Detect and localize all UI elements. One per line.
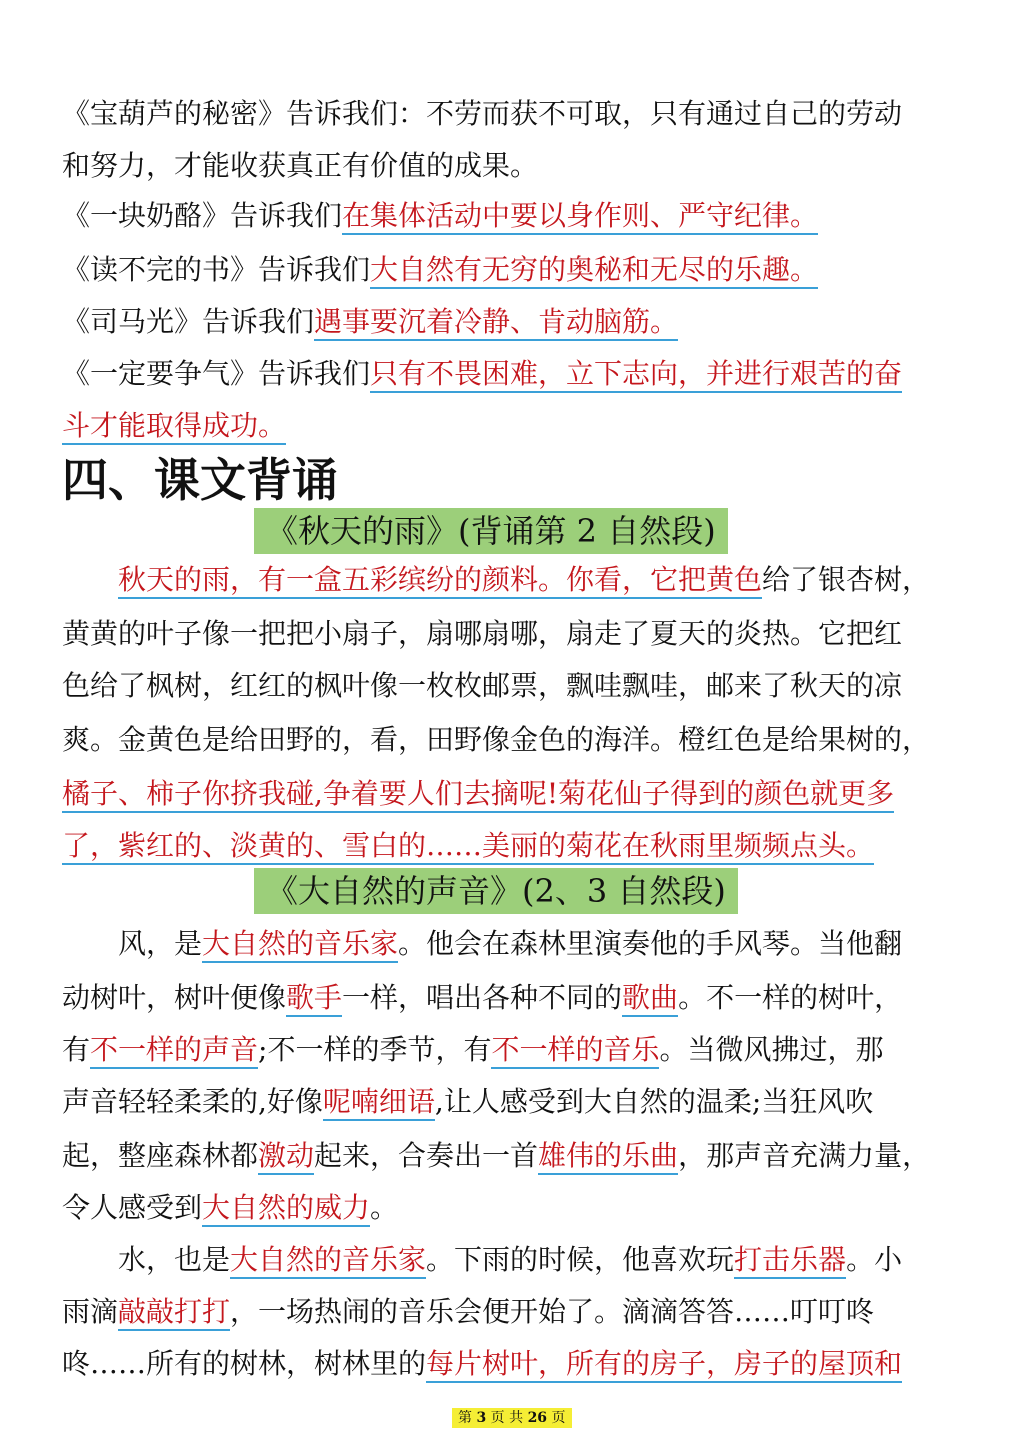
body-text: 。当微风拂过，那	[659, 1033, 884, 1066]
body-text: 。他会在森林里演奏他的手风琴。当他翻	[398, 927, 903, 960]
body-line	[62, 826, 962, 866]
body-text: 黄黄的叶子像一把把小扇子，扇哪扇哪，扇走了夏天的炎热。它把红	[62, 617, 903, 650]
lesson-line	[62, 406, 962, 446]
body-line	[62, 560, 962, 600]
lesson-title-text: 《一块奶酪》告诉我们	[62, 199, 343, 232]
body-line	[62, 978, 962, 1018]
footer-post: 页	[551, 1410, 566, 1426]
highlighted-text: 雄伟的乐曲	[538, 1139, 678, 1175]
highlighted-text: 歌手	[286, 981, 342, 1017]
body-text: 。	[370, 1191, 399, 1224]
body-line	[62, 1030, 962, 1070]
lesson-line	[62, 146, 962, 186]
lesson-title-text: 《读不完的书》告诉我们	[62, 253, 371, 286]
body-text: 声音轻轻柔柔的,好像	[62, 1085, 323, 1118]
body-line	[62, 1344, 962, 1384]
body-text: 起来，合奏出一首	[314, 1139, 539, 1172]
footer-mid: 页 共	[490, 1410, 524, 1426]
body-text: ，那声音充满力量，	[678, 1139, 931, 1172]
lesson-line	[62, 94, 962, 134]
highlighted-text: 大自然的音乐家	[230, 1243, 426, 1279]
body-line	[62, 1240, 962, 1280]
body-text: ,让人感受到大自然的温柔;当狂风吹	[434, 1085, 874, 1118]
highlighted-text: 每片树叶，所有的房子，房子的屋顶和	[426, 1347, 902, 1383]
footer-total-pages: 26	[527, 1410, 548, 1426]
body-line	[62, 614, 962, 654]
body-text: 动树叶，树叶便像	[62, 981, 287, 1014]
lesson-title-text: 和努力，才能收获真正有价值的成果。	[62, 149, 539, 182]
lesson-line	[62, 196, 962, 236]
lesson-answer-text: 遇事要沉着冷静、肯动脑筋。	[314, 305, 678, 341]
lesson-line	[62, 302, 962, 342]
body-text: 一样，唱出各种不同的	[342, 981, 623, 1014]
highlighted-text: 敲敲打打	[118, 1295, 230, 1331]
text1-title: 《秋天的雨》(背诵第 2 自然段)	[254, 508, 728, 554]
highlighted-text: 激动	[258, 1139, 314, 1175]
body-text: ;不一样的季节，有	[258, 1033, 492, 1066]
highlighted-text: 歌曲	[622, 981, 678, 1017]
body-text: 风，是	[62, 927, 203, 960]
highlighted-text: 橘子、柿子你挤我碰,争着要人们去摘呢!菊花仙子得到的颜色就更多	[62, 777, 894, 813]
lesson-title-text: 《宝葫芦的秘密》告诉我们：不劳而获不可取，只有通过自己的劳动	[62, 97, 903, 130]
footer-pre: 第	[458, 1410, 472, 1426]
body-text: 水，也是	[62, 1243, 231, 1276]
body-text	[62, 563, 118, 596]
body-line	[62, 720, 962, 760]
body-line	[62, 1136, 962, 1176]
highlighted-text: 大自然的音乐家	[202, 927, 398, 963]
highlighted-text: 不一样的声音	[90, 1033, 258, 1069]
body-text: 。下雨的时候，他喜欢玩	[426, 1243, 735, 1276]
footer-page-number: 3	[476, 1410, 487, 1426]
lesson-title-text: 《一定要争气》告诉我们	[62, 357, 371, 390]
lesson-line	[62, 250, 962, 290]
highlighted-text: 秋天的雨，有一盒五彩缤纷的颜料。你看，它把黄色	[118, 563, 762, 599]
body-line	[62, 924, 962, 964]
lesson-answer-text: 只有不畏困难，立下志向，并进行艰苦的奋	[370, 357, 902, 393]
highlighted-text: 大自然的威力	[202, 1191, 370, 1227]
lesson-answer-text: 大自然有无穷的奥秘和无尽的乐趣。	[370, 253, 818, 289]
body-line	[62, 774, 962, 814]
highlighted-text: 了，紫红的、淡黄的、雪白的……美丽的菊花在秋雨里频频点头。	[62, 829, 874, 865]
highlighted-text: 呢喃细语	[323, 1085, 435, 1121]
body-line	[62, 1188, 962, 1228]
lesson-answer-text: 在集体活动中要以身作则、严守纪律。	[342, 199, 818, 235]
body-text: ，一场热闹的音乐会便开始了。滴滴答答……叮叮咚	[230, 1295, 875, 1328]
body-text: 有	[62, 1033, 91, 1066]
body-text: 。不一样的树叶，	[678, 981, 903, 1014]
section-title: 四、课文背诵	[62, 453, 338, 507]
body-text: 爽。金黄色是给田野的，看，田野像金色的海洋。橙红色是给果树的，	[62, 723, 931, 756]
body-text: 起，整座森林都	[62, 1139, 259, 1172]
body-line	[62, 666, 962, 706]
lesson-answer-text: 斗才能取得成功。	[62, 409, 286, 445]
body-text: 令人感受到	[62, 1191, 203, 1224]
body-text: 。小	[846, 1243, 903, 1276]
body-text: 色给了枫树，红红的枫叶像一枚枚邮票，飘哇飘哇，邮来了秋天的凉	[62, 669, 903, 702]
lesson-title-text: 《司马光》告诉我们	[62, 305, 315, 338]
lesson-line	[62, 354, 962, 394]
body-text: 给了银杏树，	[762, 563, 931, 596]
page-footer	[452, 1408, 572, 1428]
highlighted-text: 不一样的音乐	[491, 1033, 659, 1069]
body-line	[62, 1082, 962, 1122]
body-text: 咚……所有的树林，树林里的	[62, 1347, 427, 1380]
body-line	[62, 1292, 962, 1332]
highlighted-text: 打击乐器	[734, 1243, 846, 1279]
text2-title: 《大自然的声音》(2、3 自然段)	[254, 868, 738, 914]
body-text: 雨滴	[62, 1295, 119, 1328]
